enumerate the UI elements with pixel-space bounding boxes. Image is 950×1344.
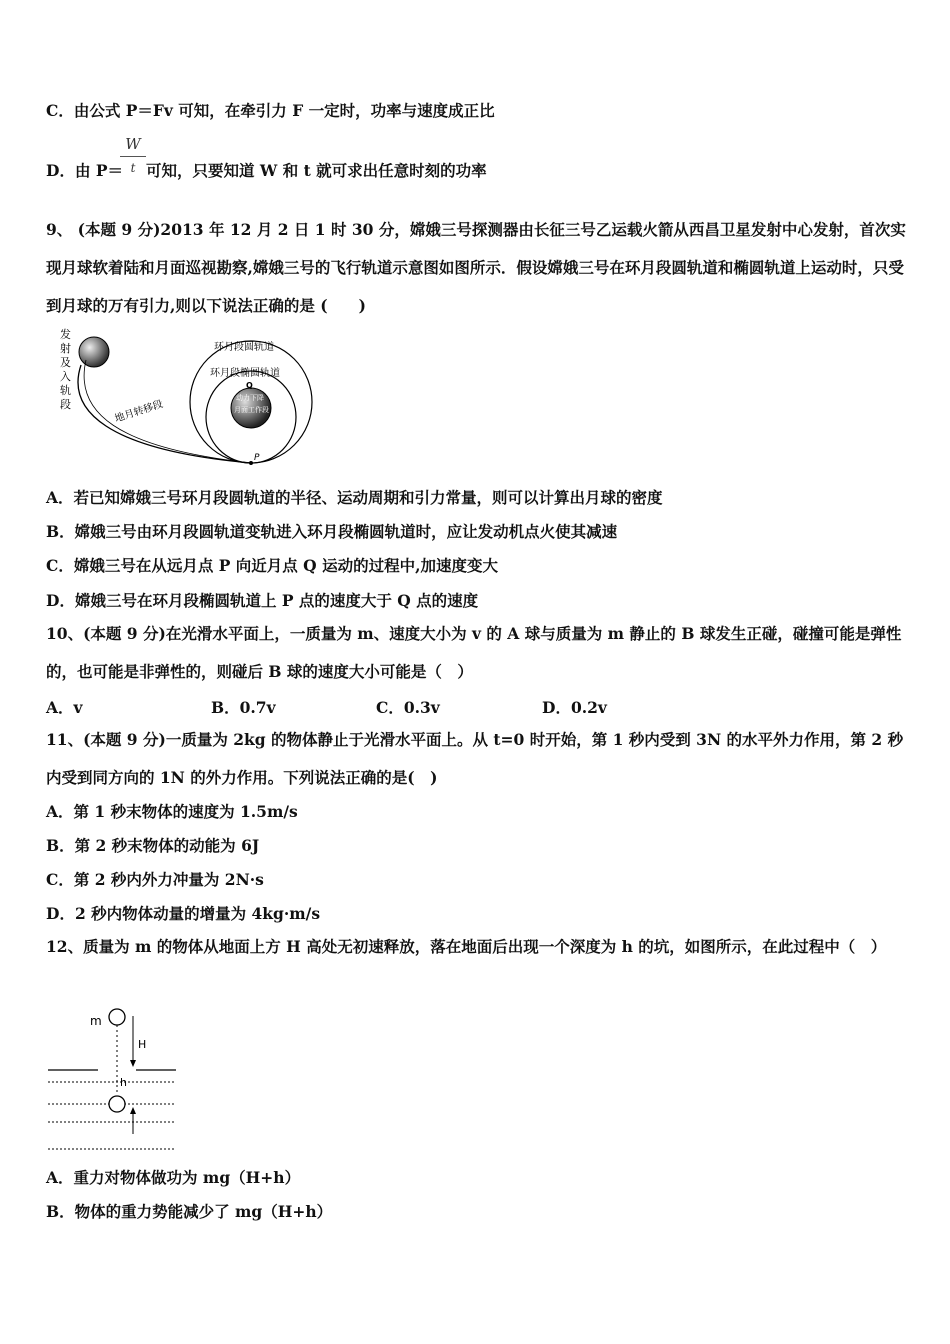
height-label: H [138, 1038, 147, 1051]
q11-option-b: B．第 2 秒末物体的动能为 6J [46, 836, 260, 855]
q8-option-c: C．由公式 P＝Fv 可知，在牵引力 F 一定时，功率与速度成正比 [46, 101, 495, 120]
q10-option-b: B．0.7v [211, 698, 276, 717]
depth-label: h [120, 1076, 127, 1089]
launch-label-c3: 及 [60, 356, 71, 369]
q11-option-d: D．2 秒内物体动量的增量为 4kg·m/s [46, 904, 321, 923]
depth-arrowhead [130, 1107, 136, 1114]
launch-label-c6: 段 [60, 398, 71, 411]
ellipse-orbit-label: 环月段椭圆轨道 [210, 368, 280, 379]
fraction-w-over-t [120, 135, 146, 175]
moon-label-1: 动力下降 [236, 394, 264, 402]
q12-stem: 12、质量为 m 的物体从地面上方 H 高处无初速释放，落在地面后出现一个深度为 h 的坑，如图所示，在此过程中（ ） [46, 937, 887, 956]
fraction-denominator: t [130, 161, 136, 175]
launch-label-c1: 发 [60, 328, 71, 341]
q9-stem: 9、 (本题 9 分)2013 年 12 月 2 日 1 时 30 分，嫦娥三号探测器由长征三号乙运载火箭从西昌卫星发射中心发射，首次实现月球软着陆和月面巡视勘察,嫦娥三号的飞行轨道示意图如图所示．假设嫦娥三号在环月段圆轨道和椭圆轨道上运动时，只受到月球的万有引力,则以下说法正确的是 ( ) [46, 220, 906, 315]
q12-option-b: B．物体的重力势能减少了 mg（H+h） [46, 1202, 333, 1221]
launch-label-c2: 射 [60, 342, 71, 355]
q11-option-c: C．第 2 秒内外力冲量为 2N·s [46, 870, 264, 889]
q10-stem: 10、(本题 9 分)在光滑水平面上，一质量为 m、速度大小为 v 的 A 球与质量为 m 静止的 B 球发生正碰，碰撞可能是弹性的，也可能是非弹性的，则碰后 B 球的速度大小可能是（ ） [46, 624, 902, 681]
q10-option-a: A．v [46, 698, 83, 717]
q9-option-d: D．嫦娥三号在环月段椭圆轨道上 P 点的速度大于 Q 点的速度 [46, 591, 479, 610]
q10-option-c: C．0.3v [376, 698, 440, 717]
fraction-bar [120, 156, 146, 157]
q8-option-d-prefix: D．由 P＝ [46, 161, 123, 180]
mass-label: m [90, 1014, 102, 1028]
launch-label-c4: 入 [60, 370, 71, 383]
point-p-marker [249, 461, 253, 465]
launch-label-c5: 轨 [60, 384, 71, 397]
q11-stem: 11、(本题 9 分)一质量为 2kg 的物体静止于光滑水平面上。从 t=0 时开始，第 1 秒内受到 3N 的水平外力作用，第 2 秒内受到同方向的 1N 的外力作用。下列说法正确的是( ) [46, 730, 904, 787]
ball-top [109, 1009, 125, 1025]
fraction-numerator: W [125, 135, 141, 153]
pit-diagram [46, 1004, 186, 1154]
point-p-label: P [254, 453, 260, 463]
q10-option-d: D．0.2v [542, 698, 607, 717]
q8-option-d-suffix: 可知，只要知道 W 和 t 就可求出任意时刻的功率 [146, 161, 487, 180]
ball-bottom [109, 1096, 125, 1112]
q9-option-b: B．嫦娥三号由环月段圆轨道变轨进入环月段椭圆轨道时，应让发动机点火使其减速 [46, 522, 618, 541]
circle-orbit-label: 环月段圆轨道 [214, 342, 274, 353]
q9-option-a: A．若已知嫦娥三号环月段圆轨道的半径、运动周期和引力常量，则可以计算出月球的密度 [46, 488, 663, 507]
earth-icon [79, 337, 109, 367]
point-q-label: Q [246, 381, 253, 390]
q12-option-a: A．重力对物体做功为 mg（H+h） [46, 1168, 301, 1187]
q11-option-a: A．第 1 秒末物体的速度为 1.5m/s [46, 802, 298, 821]
q9-option-c: C．嫦娥三号在从远月点 P 向近月点 Q 运动的过程中,加速度变大 [46, 556, 498, 575]
transfer-label: 地月转移段 [113, 398, 165, 425]
orbit-diagram [46, 320, 326, 470]
moon-label-2: 月面工作段 [234, 406, 269, 414]
height-arrowhead [130, 1060, 136, 1067]
